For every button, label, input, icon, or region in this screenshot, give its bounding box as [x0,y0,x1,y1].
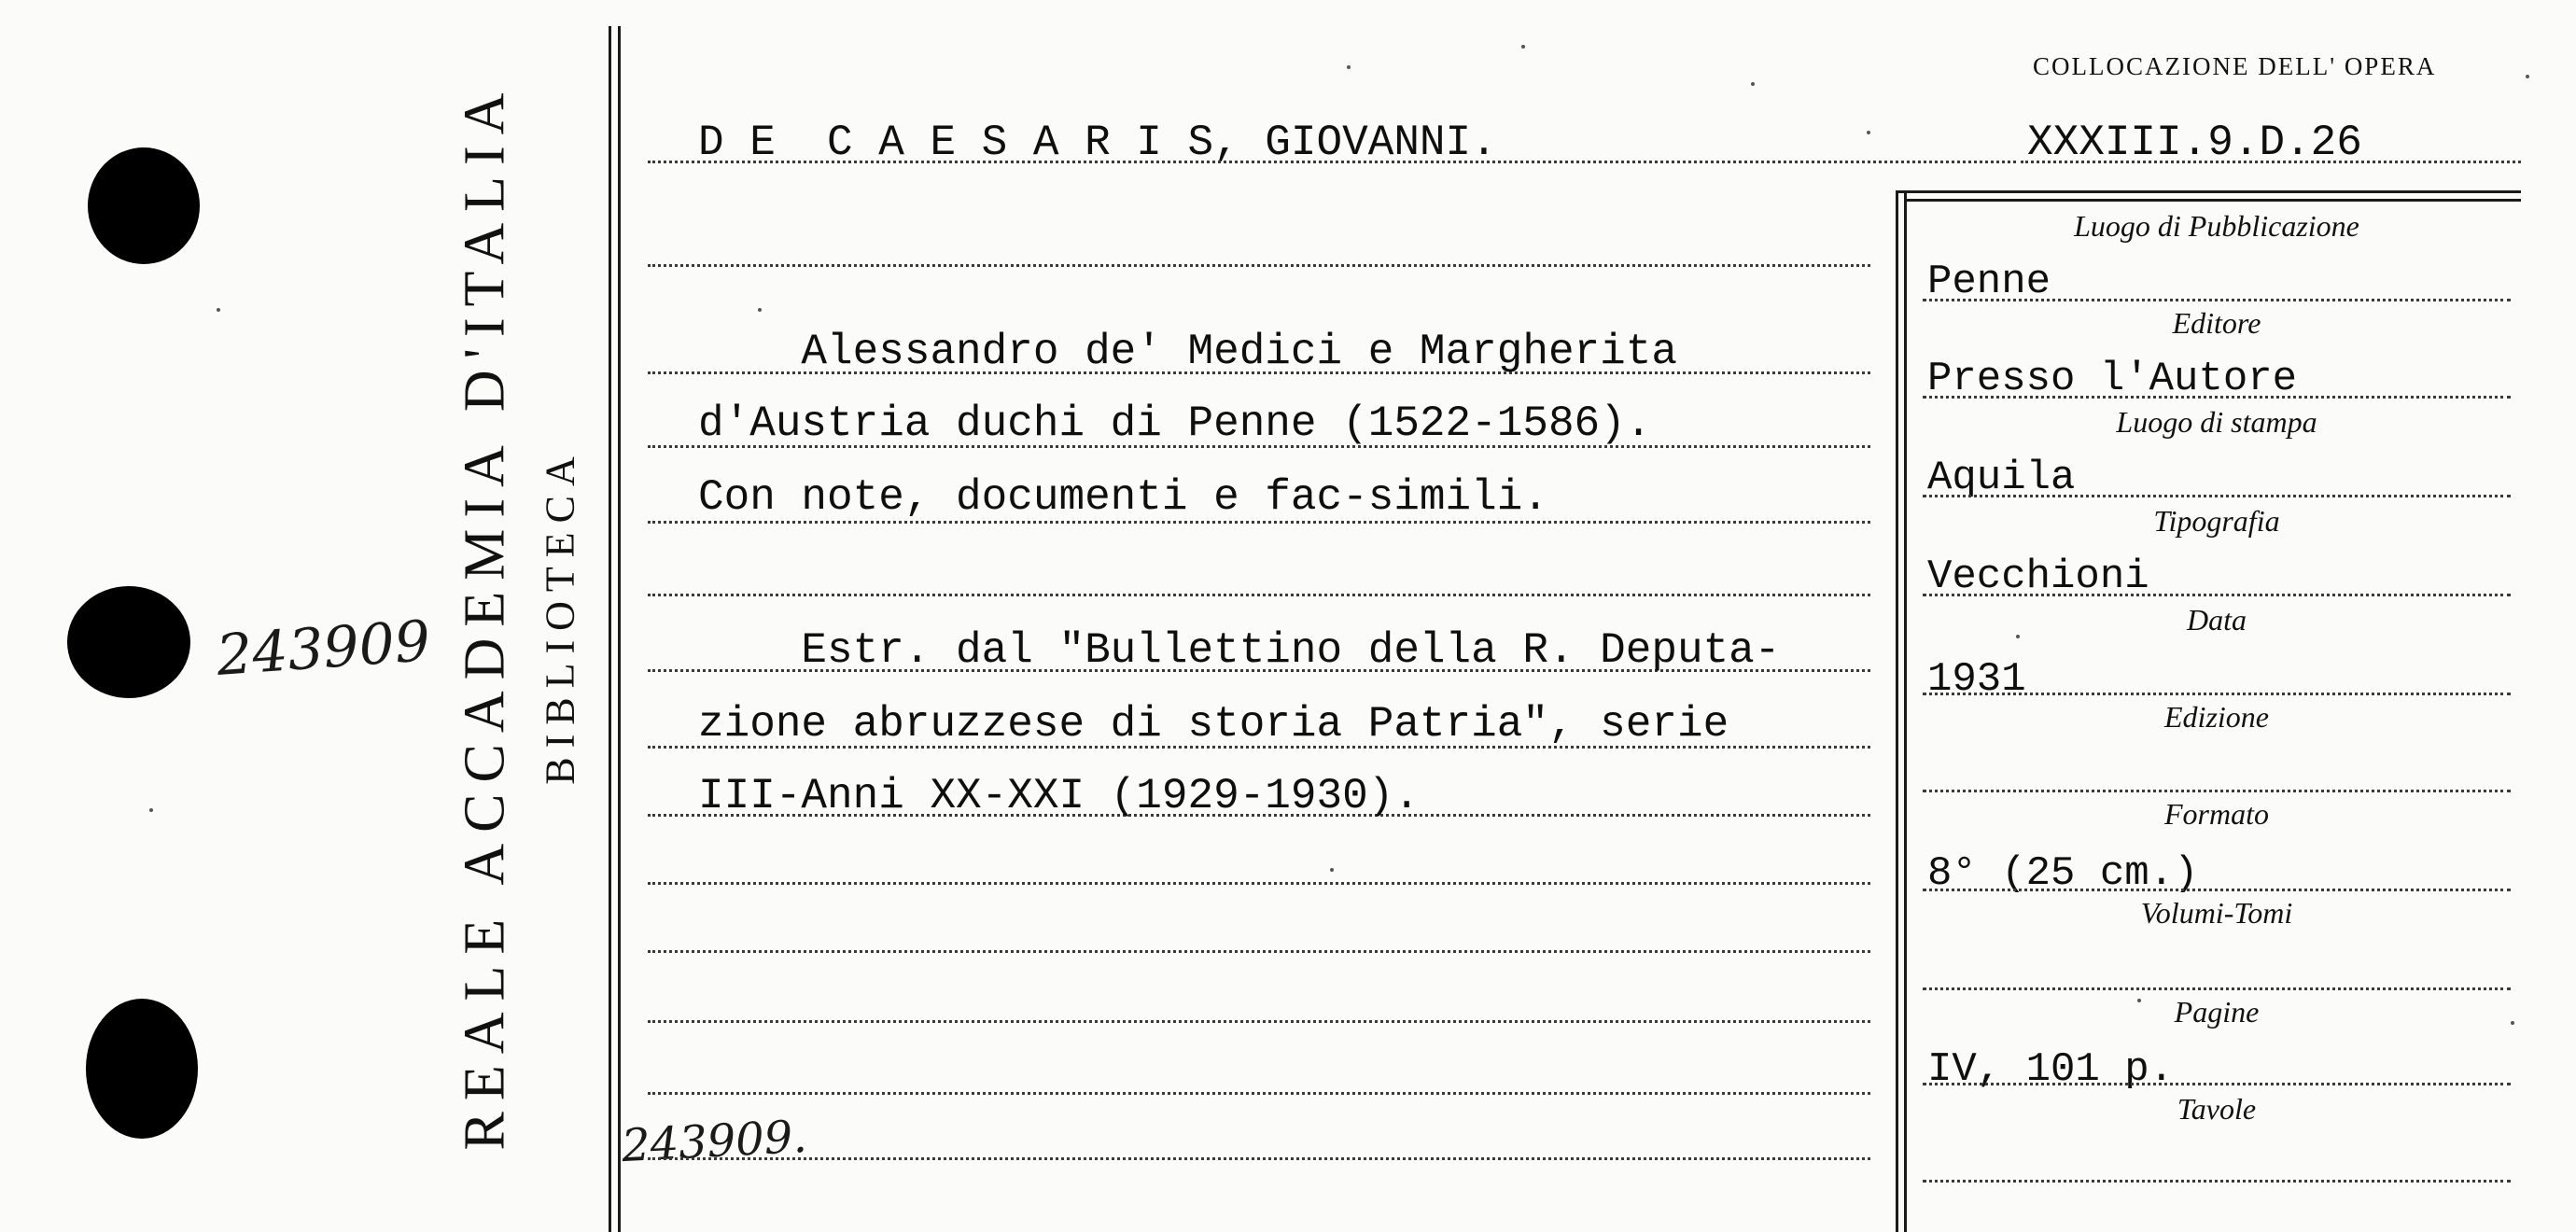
body-rule-12 [648,1092,1870,1095]
scan-speck [1330,868,1334,872]
institution-name: REALE ACCADEMIA D'ITALIA [453,81,517,1151]
field-rule [1923,693,2511,695]
body-rule-1 [648,264,1870,267]
shelfmark-rule [2021,161,2521,163]
field-rule [1923,790,2511,792]
body-line: Con note, documenti e fac-simili. [698,473,1548,522]
scan-speck [2137,999,2141,1002]
library-label: BIBLIOTECA [537,447,583,785]
binder-hole-bottom [86,999,198,1139]
field-label-pagine: Pagine [2174,995,2260,1029]
scan-speck [758,308,762,312]
body-line: Alessandro de' Medici e Margherita [698,328,1677,376]
binder-hole-middle [67,586,190,698]
field-label-tipografia: Tipografia [2153,504,2280,538]
body-rule-11 [648,1020,1870,1023]
field-label-editore: Editore [2172,306,2261,340]
bottom-accession-number: 243909. [620,1110,808,1173]
right-panel-border-left [1896,190,1898,1232]
field-label-luogo-pubblicazione: Luogo di Pubblicazione [2074,209,2359,243]
author-rule [648,161,2016,163]
scan-speck [149,808,153,812]
body-rule-10 [648,950,1870,953]
left-rule [609,26,611,1232]
field-rule [1923,889,2511,891]
binder-hole-top [88,147,200,264]
field-value-editore: Presso l'Autore [1927,356,2298,402]
body-rule-9 [648,882,1870,885]
author-line: D E C A E S A R I S, GIOVANNI. [698,119,1497,167]
scan-speck [217,308,220,312]
field-rule [1923,495,2511,497]
field-value-tipografia: Vecchioni [1927,553,2149,600]
field-label-volumi-tomi: Volumi-Tomi [2140,896,2293,930]
field-rule [1923,299,2511,301]
field-rule [1923,594,2511,596]
field-label-data: Data [2187,603,2247,637]
field-label-formato: Formato [2164,797,2269,831]
margin-accession-number: 243909 [214,609,433,689]
field-value-luogo-pubblicazione: Penne [1927,259,2051,305]
scan-speck [1867,131,1870,134]
field-value-pagine: IV, 101 p. [1927,1046,2175,1093]
left-rule-inner [618,26,621,1232]
body-line: Estr. dal "Bullettino della R. Deputa- [698,626,1781,675]
body-line: III-Anni XX-XXI (1929-1930). [698,772,1420,820]
field-label-luogo-stampa: Luogo di stampa [2116,405,2317,439]
scan-speck [2016,635,2020,638]
shelfmark-value: XXXIII.9.D.26 [2027,119,2362,167]
field-rule [1923,987,2511,990]
body-line: zione abruzzese di storia Patria", serie [698,700,1729,749]
right-panel-border-top [1896,190,2521,193]
right-panel-border-top-inner [1904,199,2521,202]
field-label-edizione: Edizione [2164,700,2269,734]
scan-speck [1751,82,1755,86]
field-value-formato: 8° (25 cm.) [1927,850,2199,897]
scan-speck [1347,65,1351,69]
body-rule-13 [648,1157,1870,1160]
field-rule [1923,1180,2511,1183]
right-panel-border-left-inner [1904,190,1907,1232]
field-label-tavole: Tavole [2177,1092,2257,1126]
shelfmark-label: COLLOCAZIONE DELL' OPERA [2033,52,2437,80]
field-rule [1923,396,2511,399]
scan-speck [1521,45,1525,49]
body-rule-5 [648,594,1870,596]
body-line: d'Austria duchi di Penne (1522-1586). [698,399,1652,448]
field-value-luogo-stampa: Aquila [1927,455,2076,501]
scan-speck [2526,75,2529,78]
field-value-data: 1931 [1927,656,2026,703]
scan-speck [2511,1021,2514,1025]
field-rule [1923,1083,2511,1085]
